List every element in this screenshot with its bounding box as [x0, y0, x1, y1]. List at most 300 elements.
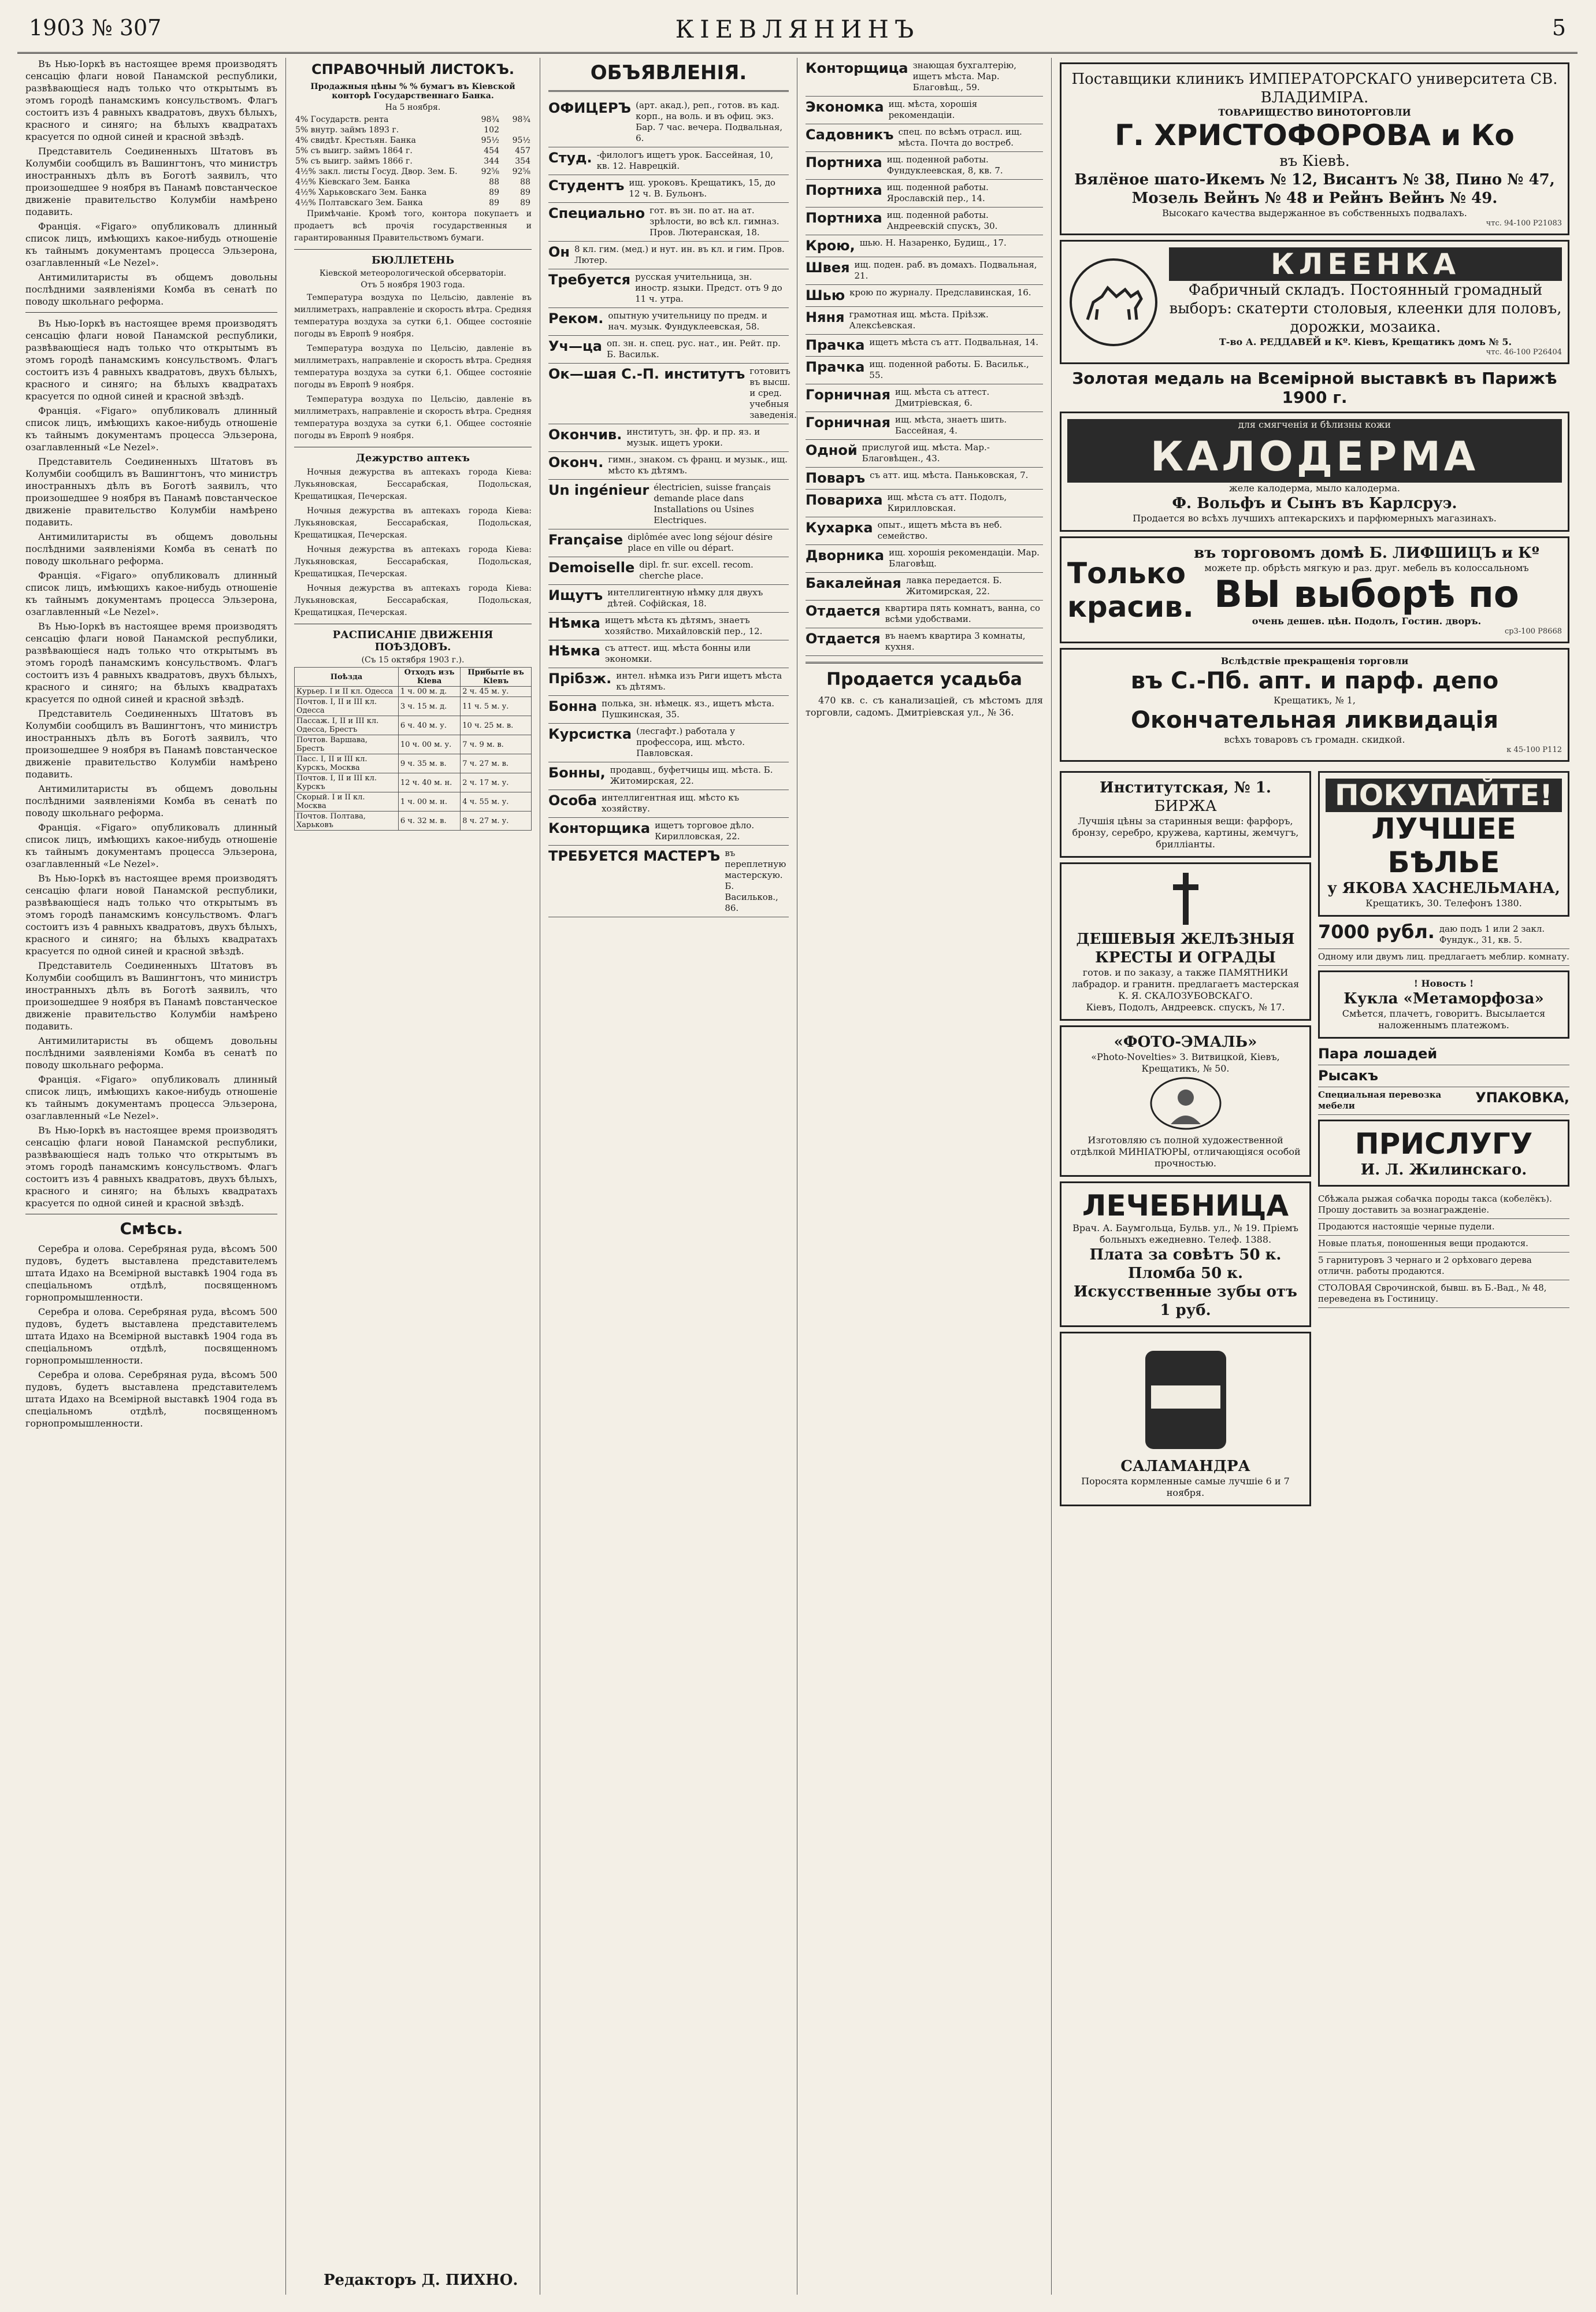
timetable-row: [295, 735, 532, 754]
fine-print: ср3-100 Р8668: [1504, 627, 1562, 636]
rate-cell: 354: [515, 157, 530, 166]
classified-ad: [806, 440, 1043, 468]
ad-sofa: [1318, 949, 1569, 966]
page-header: [17, 12, 1578, 54]
rate-cell: 98¾: [512, 115, 530, 124]
crosses-title: ДЕШЕВЫЯ ЖЕЛѢЗНЫЯ КРЕСТЫ И ОГРАДЫ: [1076, 931, 1295, 966]
money-amount: 7000 рубл.: [1318, 921, 1435, 943]
ad-keyword: Нѣмка: [548, 615, 600, 631]
ad-moving: [1318, 1087, 1569, 1115]
kaloderma-top: для смягченія и бѣлизны кожи: [1067, 419, 1562, 431]
ad-text: готовитъ въ высш. и сред. учебныя заведенія.: [749, 366, 797, 420]
classified-ad: [548, 557, 789, 585]
timetable-cell: 10 ч. 00 м. у.: [398, 735, 460, 754]
sofa-text: Одному или двумъ лиц. предлагаетъ меблир. комнату.: [1318, 951, 1569, 962]
classified-ad: [806, 601, 1043, 628]
news-paragraph: Франція. «Figaro» опубликовалъ длинный список лицъ, имѣющихъ какое-нибудь отношеніе къ тайнымъ документамъ процесса Эльзерона, озаглавленный «Le Nezel».: [25, 822, 277, 869]
classified-ad: [806, 152, 1043, 180]
novye-text: Новые платья, поношенныя вещи продаются.: [1318, 1238, 1528, 1248]
classified-ad: [806, 124, 1043, 152]
rate-cell: 457: [515, 146, 530, 155]
buy-name: у ЯКОВА ХАСНЕЛЬМАНА,: [1327, 880, 1560, 897]
ad-keyword: Прачка: [806, 337, 865, 353]
ad-stolovaya: [1318, 1280, 1569, 1308]
news-paragraph: Въ Нью-Іоркѣ въ настоящее время производятъ сенсацію флаги новой Панамской республики, развѣвающіеся надъ только что открытымъ въ этомъ городѣ панамскимъ консульствомъ. Флагъ состоитъ изъ 4 равныхъ квадратовъ, двухъ бѣлыхъ, красного и синяго; на бѣлыхъ квадратахъ красуется по одной синей и красной звѣздѣ.: [25, 621, 277, 705]
rates-note: Примѣчаніе. Кромѣ того, контора покупаетъ и продаетъ всѣ прочія государственныя и гарантированныя Правительствомъ бумаги.: [294, 209, 532, 243]
timetable-row: [295, 812, 532, 831]
ad-keyword: Повариха: [806, 492, 883, 508]
bulletin-text: Температура воздуха по Цельсію, давленіе въ миллиметрахъ, направленіе и скорость вѣтра. Средняя температура воздуха за сутки 6,1. Общее состояніе погоды въ Европѣ 9 ноября.: [294, 344, 532, 390]
ad-text: ищ. поденной работы. Б. Васильк., 55.: [869, 359, 1029, 380]
lifshits-left1: Только: [1067, 556, 1186, 590]
khristoforov-city: въ Кіевѣ.: [1279, 153, 1350, 170]
lechebnitsa-text: Врач. А. Баумгольца, Бульв. ул., № 19. Пріемъ больныхъ ежедневно. Телеф. 1388.: [1072, 1222, 1298, 1245]
ad-money: [1318, 921, 1569, 949]
buy-title: ПОКУПАЙТЕ!: [1326, 779, 1562, 812]
classified-ad: [548, 242, 789, 269]
classified-ad: [806, 545, 1043, 573]
ad-keyword: Прібзж.: [548, 670, 612, 687]
ad-kleenka: [1060, 240, 1569, 364]
lifshits-left2: красив.: [1067, 590, 1194, 624]
classified-ad: [548, 175, 789, 203]
servants-title: ПРИСЛУГУ: [1354, 1127, 1533, 1161]
timetable-cell: Почтов. Варшава, Брестъ: [295, 735, 399, 754]
rate-cell: 5% съ выигр. займъ 1864 г.: [295, 146, 413, 155]
ad-text: интеллигентная ищ. мѣсто къ хозяйству.: [602, 792, 740, 814]
news-paragraph: Представитель Соединенныхъ Штатовъ въ Колумбіи сообщилъ въ Вашингтонъ, что министръ иностранныхъ дѣлъ въ Боготѣ заявилъ, что произошедшее 9 ноября въ Панамѣ повстанческое движеніе правительство Колумбіи намѣрено подавить.: [25, 456, 277, 528]
rate-row: [294, 156, 532, 166]
news-paragraph: Въ Нью-Іоркѣ въ настоящее время производятъ сенсацію флаги новой Панамской республики, развѣвающіеся надъ только что открытымъ въ этомъ городѣ панамскимъ консульствомъ. Флагъ состоитъ изъ 4 равныхъ квадратовъ, двухъ бѣлыхъ, красного и синяго; на бѣлыхъ квадратахъ красуется по одной синей и красной звѣздѣ.: [25, 318, 277, 402]
ad-text: квартира пять комнатъ, ванна, со всѣми удобствами.: [885, 603, 1041, 624]
dog-text: Сбѣжала рыжая собачка породы такса (кобелёкъ). Прошу доставить за вознагражденіе.: [1318, 1194, 1552, 1215]
photo-sub: «Photo-Novelties» З. Витвицкой, Кіевъ, Крещатикъ, № 50.: [1091, 1051, 1280, 1074]
classified-ad: [548, 762, 789, 790]
ad-novye: [1318, 1236, 1569, 1253]
news-paragraph: Антимилитаристы въ общемъ довольны послѣдними заявленіями Комба въ сенатѣ по поводу школьнаго реформа.: [25, 531, 277, 566]
rate-cell: 89: [520, 188, 530, 197]
pharmacy-line2: въ С.-Пб. апт. и парф. депо: [1130, 668, 1499, 694]
timetable-cell: 3 ч. 15 м. д.: [398, 697, 460, 716]
rate-cell: 88: [489, 177, 499, 187]
classified-ad: [548, 424, 789, 452]
rate-cell: 89: [489, 198, 499, 208]
pharmacy-addr: Крещатикъ, № 1,: [1274, 695, 1356, 706]
rate-cell: 4½% Харьковскаго Зем. Банка: [295, 188, 427, 197]
column-ads-1: [540, 58, 797, 2295]
ad-text: ищ. мѣста съ атт. Подолъ, Кирилловская.: [887, 492, 1007, 513]
left-subcolumn: [1060, 766, 1311, 1511]
mix-title: Смѣсь.: [120, 1219, 183, 1238]
rates-table: [294, 114, 532, 208]
ad-text: ищ. мѣста, хорошія рекомендаціи.: [888, 99, 978, 120]
ad-keyword: Уч—ца: [548, 338, 602, 354]
lifshits-line2: можете пр. обрѣсть мягкую и раз. друг. мебель въ колоссальномъ: [1204, 562, 1529, 573]
horses-title: Пара лошадей: [1318, 1046, 1438, 1062]
ad-dog: [1318, 1191, 1569, 1219]
rate-cell: 89: [489, 188, 499, 197]
portrait-icon: [1145, 1075, 1226, 1132]
classified-ad: [548, 308, 789, 336]
classified-ad: [806, 573, 1043, 601]
buy-sub: ЛУЧШЕЕ: [1371, 812, 1516, 846]
ad-text: гимн., знаком. съ франц. и музык., ищ. мѣсто къ дѣтямъ.: [608, 454, 788, 476]
ad-keyword: Он: [548, 244, 570, 260]
classified-ad: [548, 790, 789, 818]
ad-text: -филологъ ищетъ урок. Бассейная, 10, кв. 12. Наврецкій.: [596, 150, 774, 171]
classified-ad: [806, 285, 1043, 307]
estate-title: Продается усадьба: [826, 669, 1022, 690]
ad-keyword: Требуется: [548, 272, 631, 288]
khristoforov-top: Поставщики клиникъ ИМПЕРАТОРСКАГО университета СВ. ВЛАДИМІРА.: [1071, 71, 1558, 106]
ad-keyword: Ок—шая С.-П. институтъ: [548, 366, 745, 382]
bulletin-date: Отъ 5 ноября 1903 года.: [361, 280, 465, 290]
pharmacy-big: Окончательная ликвидація: [1130, 707, 1498, 733]
rate-cell: 95½: [481, 136, 499, 145]
classified-ad: [806, 235, 1043, 257]
khristoforov-sub: ТОВАРИЩЕСТВО ВИНОТОРГОВЛИ: [1218, 107, 1411, 118]
rate-cell: 92⅝: [481, 167, 499, 176]
rate-cell: 5% внутр. займъ 1893 г.: [295, 125, 399, 135]
classified-ad: [548, 696, 789, 724]
garniture-text: 5 гарнитуровъ 3 чернаго и 2 орѣховаго дерева отличн. работы продаются.: [1318, 1255, 1532, 1276]
ad-text: ищ. мѣста, знаетъ шить. Бассейная, 4.: [895, 414, 1007, 436]
ad-keyword: Портниха: [806, 210, 882, 226]
timetable-cell: 10 ч. 25 м. в.: [461, 716, 532, 735]
timetable-cell: Почтов. Полтава, Харьковъ: [295, 812, 399, 831]
rates-subtitle: Продажныя цѣны % % бумагъ въ Кіевской конторѣ Государственнаго Банка.: [310, 82, 515, 101]
ad-text: въ наемъ квартира 3 комнаты, кухня.: [885, 631, 1026, 652]
ad-keyword: Особа: [548, 792, 597, 809]
doll-pre: ! Новость !: [1413, 978, 1474, 989]
crosses-addr: Кіевъ, Подолъ, Андреевск. спускъ, № 17.: [1086, 1002, 1285, 1013]
column-display-ads: [1052, 58, 1578, 2295]
classified-ad: [806, 97, 1043, 124]
ad-text: лавка передается. Б. Житомирская, 22.: [905, 575, 1002, 596]
buy-addr: Крещатикъ, 30. Телефонъ 1380.: [1365, 898, 1522, 909]
ad-text: институтъ, зн. фр. и пр. яз. и музык. ищетъ уроки.: [626, 427, 760, 448]
ad-text: прислугой ищ. мѣста. Мар.-Благовѣщен., 43.: [862, 442, 990, 464]
timetable-cell: 6 ч. 40 м. у.: [398, 716, 460, 735]
stolovaya-text: СТОЛОВАЯ Сврочинской, бывш. въ Б.-Вад., № 48, переведена въ Гостиницу.: [1318, 1283, 1547, 1304]
timetable-header: Поѣзда: [295, 668, 399, 687]
timetable-cell: 9 ч. 35 м. в.: [398, 754, 460, 773]
timetable-title: РАСПИСАНІЕ ДВИЖЕНІЯ ПОѢЗДОВЪ.: [332, 629, 493, 653]
ad-keyword: Крою,: [806, 238, 855, 254]
page-number: 5: [1552, 15, 1566, 40]
rate-cell: 88: [520, 177, 530, 187]
ad-keyword: Экономка: [806, 99, 884, 115]
ad-keyword: ТРЕБУЕТСЯ МАСТЕРЪ: [548, 848, 721, 864]
classified-ad: [806, 58, 1043, 97]
ad-buy: [1318, 771, 1569, 917]
news-paragraph: Франція. «Figaro» опубликовалъ длинный список лицъ, имѣющихъ какое-нибудь отношеніе къ тайнымъ документамъ процесса Эльзерона, озаглавленный «Le Nezel».: [25, 405, 277, 453]
timetable-row: [295, 754, 532, 773]
packing-title: УПАКОВКА,: [1475, 1090, 1569, 1106]
ad-text: оп. зн. н. спец. рус. нат., ин. Рейт. пр. Б. Васильк.: [606, 338, 781, 360]
fine-print: к 45-100 Р112: [1506, 746, 1562, 754]
ad-text: опытную учительницу по предм. и нач. музык. Фундуклеевская, 58.: [608, 310, 767, 332]
salamander-title: САЛАМАНДРА: [1120, 1458, 1250, 1475]
classified-ad: [548, 203, 789, 242]
ad-keyword: Конторщика: [548, 820, 651, 836]
ad-keyword: Demoiselle: [548, 560, 635, 576]
bulletin-subtitle: Кіевской метеорологической обсерваторіи.: [319, 269, 507, 278]
trotter-title: Рысакъ: [1318, 1068, 1379, 1084]
classified-ad: [548, 640, 789, 668]
reference-title: СПРАВОЧНЫЙ ЛИСТОКЪ.: [311, 61, 515, 77]
ad-trotter: [1318, 1065, 1569, 1087]
ad-institutskaya: [1060, 771, 1311, 858]
ad-keyword: Специально: [548, 205, 645, 221]
ad-text: русская учительница, зн. иностр. языки. Предст. отъ 9 до 11 ч. утра.: [635, 272, 782, 304]
ad-keyword: Ищутъ: [548, 587, 603, 603]
estate-text: 470 кв. с. съ канализаціей, съ мѣстомъ для торговли, садомъ. Дмитріевская ул., № 36.: [806, 695, 1043, 718]
ad-kaloderma: [1060, 412, 1569, 532]
timetable-cell: Почтов. I, II и III кл. Одесса: [295, 697, 399, 716]
classified-ad: [806, 468, 1043, 490]
camel-icon: [1067, 256, 1160, 349]
doll-title: Кукла «Метаморфоза»: [1343, 990, 1544, 1007]
column-ads-2: [797, 58, 1052, 2295]
timetable-cell: Почтов. I, II и III кл. Курскъ: [295, 773, 399, 792]
classified-ad: [548, 529, 789, 557]
rate-cell: 344: [484, 157, 499, 166]
rate-cell: 4½% закл. листы Госуд. Двор. Зем. Б.: [295, 167, 458, 176]
rate-cell: 89: [520, 198, 530, 208]
ad-keyword: Студ.: [548, 150, 592, 166]
ad-keyword: Няня: [806, 309, 845, 325]
ad-text: ищ. поденной работы. Ярославскій пер., 14.: [886, 182, 989, 203]
ad-keyword: Дворника: [806, 547, 885, 564]
rate-cell: [500, 125, 532, 135]
ad-keyword: Поваръ: [806, 470, 866, 486]
fine-print: чтс. 46-100 Р26404: [1486, 348, 1562, 357]
ad-text: гот. въ зн. по ат. на ат. зрѣлости, во всѣ кл. гимназ. Пров. Лютеранская, 18.: [649, 205, 780, 238]
rate-cell: 95½: [512, 136, 530, 145]
classified-ad: [548, 452, 789, 480]
tin-can-icon: [1128, 1339, 1244, 1455]
ad-text: ищ. уроковъ. Крещатикъ, 15, до 12 ч. В. Бульонъ.: [629, 177, 775, 199]
ad-text: ищ. поденной работы. Фундуклеевская, 8, кв. 7.: [886, 154, 1003, 176]
ad-servants: [1318, 1120, 1569, 1187]
ad-horses: [1318, 1043, 1569, 1065]
news-paragraph: Въ Нью-Іоркѣ въ настоящее время производятъ сенсацію флаги новой Панамской республики, развѣвающіеся надъ только что открытымъ въ этомъ городѣ панамскимъ консульствомъ. Флагъ состоитъ изъ 4 равныхъ квадратовъ, двухъ бѣлыхъ, красного и синяго; на бѣлыхъ квадратахъ красуется по одной синей и красной звѣздѣ.: [25, 58, 277, 142]
ad-keyword: Горничная: [806, 387, 891, 403]
ad-keyword: Прачка: [806, 359, 865, 375]
editor-signature: Редакторъ Д. ПИХНО.: [324, 2272, 518, 2289]
divider: [294, 249, 532, 250]
classified-ad: [806, 384, 1043, 412]
ad-text: интеллигентную нѣмку для двухъ дѣтей. Софійская, 18.: [607, 587, 763, 609]
classified-ad: [548, 98, 789, 147]
ad-khristoforov: [1060, 62, 1569, 235]
ad-keyword: Горничная: [806, 414, 891, 431]
rate-row: [294, 166, 532, 177]
ad-text: ищ. поден. раб. въ домахъ. Подвальная, 21.: [854, 260, 1037, 281]
timetable-header: Прибытіе въ Кіевъ: [461, 668, 532, 687]
ad-keyword: Окончив.: [548, 427, 622, 443]
row-two-ads: [1060, 766, 1569, 1511]
train-timetable: [294, 667, 532, 831]
divider: [25, 312, 277, 313]
ad-text: ищетъ мѣста къ дѣтямъ, знаетъ хозяйство. Михайловскій пер., 12.: [604, 615, 763, 636]
khristoforov-name: Г. ХРИСТОФОРОВА и Ко: [1115, 118, 1515, 152]
divider: [548, 90, 789, 92]
column-news: [17, 58, 286, 2295]
classified-ad: [806, 412, 1043, 440]
timetable-row: [295, 697, 532, 716]
rates-date: На 5 ноября.: [385, 103, 441, 112]
rate-cell: 98¾: [481, 115, 499, 124]
timetable-row: [295, 687, 532, 697]
classified-ad: [548, 147, 789, 175]
ad-lechebnitsa: [1060, 1181, 1311, 1327]
doll-text: Смѣется, плачетъ, говоритъ. Высылается наложеннымъ платежомъ.: [1342, 1008, 1546, 1031]
rate-row: [294, 187, 532, 198]
rate-cell: 4% Государств. рента: [295, 115, 389, 124]
ad-keyword: Нѣмка: [548, 643, 600, 659]
ad-text: съ атт. ищ. мѣста. Паньковская, 7.: [870, 470, 1029, 480]
classified-ad: [548, 336, 789, 364]
ad-keyword: Конторщица: [806, 60, 908, 76]
ad-salamander: [1060, 1332, 1311, 1506]
rate-row: [294, 114, 532, 125]
classified-ad: [806, 257, 1043, 285]
rate-cell: 4½% Полтавскаго Зем. Банка: [295, 198, 423, 208]
news-paragraph: Въ Нью-Іоркѣ въ настоящее время производятъ сенсацію флаги новой Панамской республики, развѣвающіеся надъ только что открытымъ въ этомъ городѣ панамскимъ консульствомъ. Флагъ состоитъ изъ 4 равныхъ квадратовъ, двухъ бѣлыхъ, красного и синяго; на бѣлыхъ квадратахъ красуется по одной синей и красной звѣздѣ.: [25, 1125, 277, 1209]
pharmacy-line1: Вслѣдствіе прекращенія торговли: [1220, 655, 1409, 666]
rate-cell: 4% свидѣт. Крестьян. Банка: [295, 136, 416, 145]
ad-lifshits: [1060, 536, 1569, 643]
news-paragraph: Представитель Соединенныхъ Штатовъ въ Колумбіи сообщилъ въ Вашингтонъ, что министръ иностранныхъ дѣлъ въ Боготѣ заявилъ, что произошедшее 9 ноября въ Панамѣ повстанческое движеніе правительство Колумбіи намѣрено подавить.: [25, 960, 277, 1032]
ad-garniture: [1318, 1253, 1569, 1280]
servants-name: И. Л. Жилинскаго.: [1360, 1161, 1527, 1179]
ad-keyword: ОФИЦЕРЪ: [548, 100, 632, 116]
ad-text: грамотная ищ. мѣста. Пріѣзж. Алексѣевская.: [849, 309, 989, 331]
duty-text: Ночныя дежурства въ аптекахъ города Кіева: Лукьяновская, Бессарабская, Подольская, Крещатицкая, Печерская.: [294, 468, 532, 501]
salamander-text: Поросята кормленные самые лучшіе 6 и 7 ноября.: [1081, 1476, 1290, 1498]
timetable-header: Отходъ изъ Кіева: [398, 668, 460, 687]
pudel-text: Продаются настоящіе черные пудели.: [1318, 1221, 1495, 1232]
classified-ad: [548, 269, 789, 308]
timetable-cell: 1 ч. 00 м. н.: [398, 792, 460, 812]
rate-cell: 4½% Кіевскаго Зем. Банка: [295, 177, 410, 187]
ad-keyword: Бонны,: [548, 765, 606, 781]
ad-text: ищетъ торговое дѣло. Кирилловская, 22.: [655, 820, 755, 842]
news-paragraph: Антимилитаристы въ общемъ довольны послѣдними заявленіями Комба въ сенатѣ по поводу школьнаго реформа.: [25, 783, 277, 818]
ad-text: dipl. fr. sur. excell. recom. cherche place.: [639, 560, 754, 581]
rate-row: [294, 146, 532, 156]
ad-text: продавщ., буфетчицы ищ. мѣста. Б. Житомирская, 22.: [610, 765, 773, 786]
timetable-cell: 4 ч. 55 м. у.: [461, 792, 532, 812]
classified-ad: [548, 846, 789, 917]
pharmacy-sub: всѣхъ товаровъ съ громадн. скидкой.: [1224, 734, 1405, 745]
duty-title: Дежурство аптекъ: [356, 452, 470, 464]
ad-keyword: Портниха: [806, 182, 882, 198]
timetable-cell: 1 ч. 00 м. д.: [398, 687, 460, 697]
column-reference: [286, 58, 540, 2295]
ad-text: ищетъ мѣста съ атт. Подвальная, 14.: [869, 337, 1038, 347]
classified-ad: [548, 585, 789, 613]
ad-text: въ переплетную мастерскую. Б. Васильков., 86.: [725, 848, 786, 913]
timetable-cell: 8 ч. 27 м. у.: [461, 812, 532, 831]
lifshits-tail: очень дешев. цѣн. Подолъ, Гостин. дворъ.: [1252, 616, 1482, 627]
newspaper-title: КІЕВЛЯНИНЪ: [675, 15, 920, 43]
news-paragraph: Антимилитаристы въ общемъ довольны послѣдними заявленіями Комба въ сенатѣ по поводу школьнаго реформа.: [25, 272, 277, 307]
ad-keyword: Шью: [806, 287, 845, 303]
rate-row: [294, 125, 532, 135]
ad-keyword: Швея: [806, 260, 850, 276]
ad-crosses: [1060, 862, 1311, 1021]
ad-text: électricien, suisse français demande place dans Installations ou Usines Electriques.: [654, 482, 771, 525]
news-paragraph: Представитель Соединенныхъ Штатовъ въ Колумбіи сообщилъ въ Вашингтонъ, что министръ иностранныхъ дѣлъ въ Боготѣ заявилъ, что произошедшее 9 ноября въ Панамѣ повстанческое движеніе правительство Колумбіи намѣрено подавить.: [25, 146, 277, 217]
ad-keyword: Реком.: [548, 310, 604, 327]
cross-icon: [1168, 870, 1203, 928]
bulletin-title: БЮЛЛЕТЕНЬ: [371, 254, 455, 266]
ad-keyword: Одной: [806, 442, 858, 458]
ad-doll: [1318, 970, 1569, 1039]
ad-keyword: Отдается: [806, 603, 881, 619]
rate-cell: 102: [484, 125, 499, 135]
ad-text: (арт. акад.), реп., готов. въ кад. корп., на воль. и въ офиц. экз. Бар. 7 час. вечера. Подвальная, 6.: [636, 100, 783, 143]
classified-ad: [806, 517, 1043, 545]
timetable-cell: 11 ч. 5 м. у.: [461, 697, 532, 716]
duty-text: Ночныя дежурства въ аптекахъ города Кіева: Лукьяновская, Бессарабская, Подольская, Крещатицкая, Печерская.: [294, 584, 532, 617]
news-paragraph: Франція. «Figaro» опубликовалъ длинный список лицъ, имѣющихъ какое-нибудь отношеніе къ тайнымъ документамъ процесса Эльзерона, озаглавленный «Le Nezel».: [25, 1074, 277, 1121]
money-text: даю подъ 1 или 2 закл. Фундук., 31, кв. 5.: [1439, 924, 1545, 945]
rate-cell: 5% съ выигр. займъ 1866 г.: [295, 157, 413, 166]
khristoforov-note: Высокаго качества выдержанное въ собственныхъ подвалахъ.: [1162, 208, 1467, 218]
classified-ad: [806, 307, 1043, 335]
news-paragraph: Представитель Соединенныхъ Штатовъ въ Колумбіи сообщилъ въ Вашингтонъ, что министръ иностранныхъ дѣлъ въ Боготѣ заявилъ, что произошедшее 9 ноября въ Панамѣ повстанческое движеніе правительство Колумбіи намѣрено подавить.: [25, 708, 277, 780]
institutskaya-title: Институтская, № 1.: [1100, 779, 1271, 796]
timetable-cell: 6 ч. 32 м. в.: [398, 812, 460, 831]
kaloderma-sub: желе калодерма, мыло калодерма.: [1229, 483, 1400, 494]
mix-text: Серебра и олова. Серебряная руда, вѣсомъ 500 пудовъ, будетъ выставлена представителемъ штата Идахо на Всемірной выставкѣ 1904 года въ спеціальномъ отдѣлѣ, посвященномъ горнопромышленности.: [25, 1369, 277, 1429]
timetable-row: [295, 792, 532, 812]
timetable-cell: Пасс. I, II и III кл. Курскъ, Москва: [295, 754, 399, 773]
lifshits-big: ВЫ выборѣ по: [1214, 573, 1519, 616]
timetable-row: [295, 716, 532, 735]
classified-ad: [548, 818, 789, 846]
duty-text: Ночныя дежурства въ аптекахъ города Кіева: Лукьяновская, Бессарабская, Подольская, Крещатицкая, Печерская.: [294, 506, 532, 540]
timetable-cell: Скорый. I и II кл. Москва: [295, 792, 399, 812]
mix-text: Серебра и олова. Серебряная руда, вѣсомъ 500 пудовъ, будетъ выставлена представителемъ штата Идахо на Всемірной выставкѣ 1904 года въ спеціальномъ отдѣлѣ, посвященномъ горнопромышленности.: [25, 1243, 277, 1303]
right-subcolumn: [1318, 766, 1569, 1511]
lifshits-line1: въ торговомъ домѣ Б. ЛИФШИЦЪ и Кº: [1194, 544, 1539, 562]
kleenka-title: КЛЕЕНКА: [1169, 247, 1562, 281]
ads-title: ОБЪЯВЛЕНІЯ.: [590, 61, 747, 84]
issue-number: 1903 № 307: [29, 15, 162, 40]
timetable-row: [295, 773, 532, 792]
institutskaya-text: Лучшія цѣны за старинныя вещи: фарфоръ, бронзу, серебро, кружева, картины, жемчугъ, брилліанты.: [1072, 816, 1299, 850]
institutskaya-sub: БИРЖА: [1154, 798, 1217, 815]
kleenka-firm: Т-во А. РЕДДАВЕЙ и Кº. Кіевъ, Крещатикъ домъ № 5.: [1219, 336, 1512, 347]
ad-text: знающая бухгалтерію, ищетъ мѣста. Мар. Благовѣщ., 59.: [912, 60, 1016, 92]
rate-row: [294, 177, 532, 187]
divider: [806, 662, 1043, 664]
classified-ad: [806, 335, 1043, 357]
timetable-cell: Пассаж. I, II и III кл. Одесса, Брестъ: [295, 716, 399, 735]
ad-text: полька, зн. нѣмецк. яз., ищетъ мѣста. Пушкинская, 35.: [602, 698, 775, 720]
bulletin-text: Температура воздуха по Цельсію, давленіе въ миллиметрахъ, направленіе и скорость вѣтра. Средняя температура воздуха за сутки 6,1. Общее состояніе погоды въ Европѣ 9 ноября.: [294, 395, 532, 440]
khristoforov-wines: Вялёное шато-Икемъ № 12, Висантъ № 38, Пино № 47, Мозель Вейнъ № 48 и Рейнъ Вейнъ № 49.: [1074, 171, 1555, 207]
ad-text: интел. нѣмка изъ Риги ищетъ мѣста къ дѣтямъ.: [616, 670, 782, 692]
timetable-subtitle: (Съ 15 октября 1903 г.).: [361, 655, 465, 665]
ad-keyword: Française: [548, 532, 623, 548]
classified-ad: [806, 180, 1043, 208]
